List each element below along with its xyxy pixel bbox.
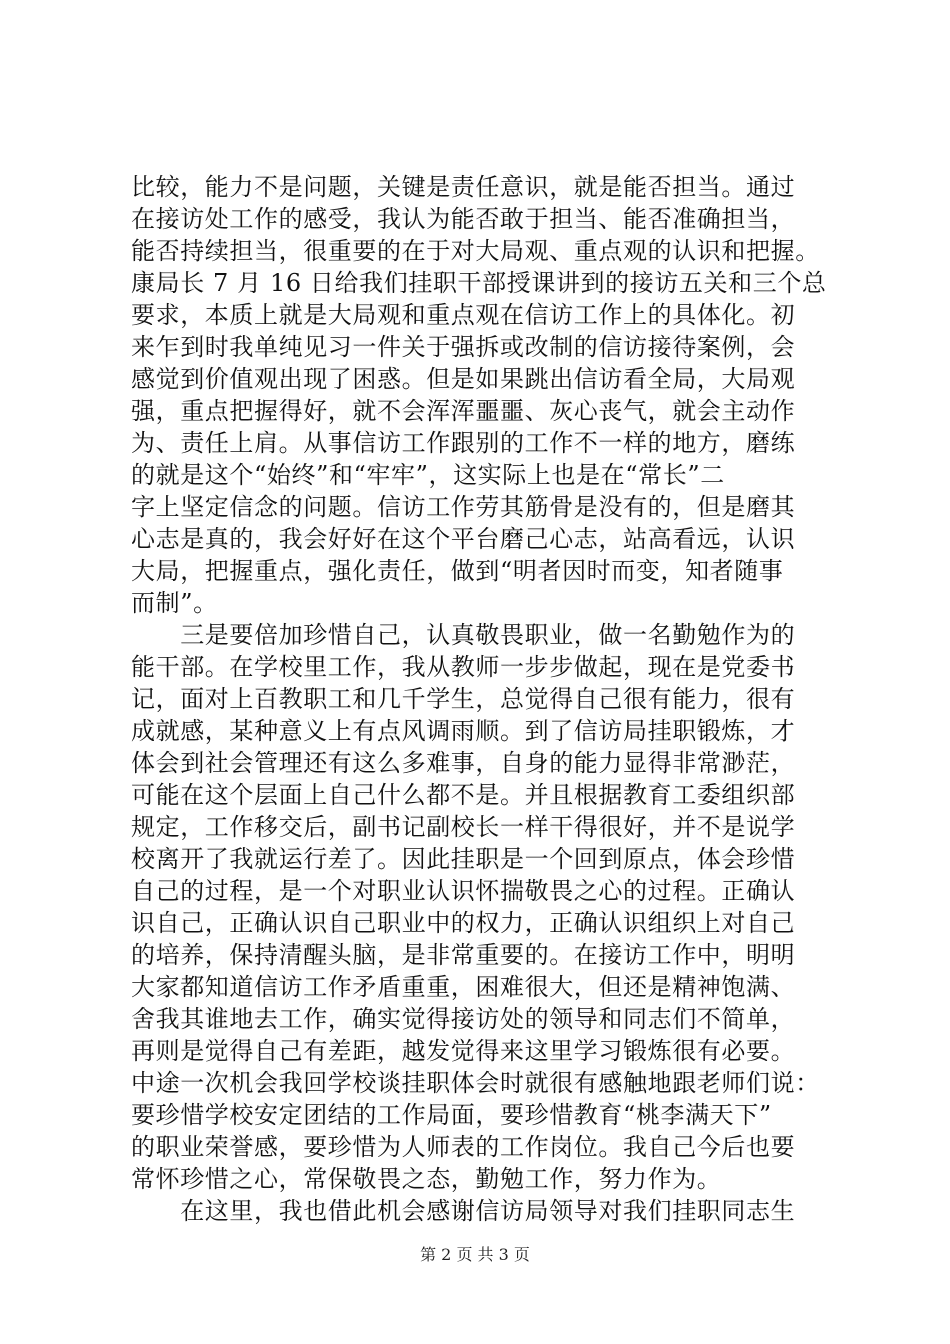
text-line: 在这里，我也借此机会感谢信访局领导对我们挂职同志生 [131, 1197, 796, 1225]
text-line: 康局长 7 月 16 日给我们挂职干部授课讲到的接访五关和三个总 [131, 269, 827, 297]
text-line: 可能在这个层面上自己什么都不是。并且根据教育工委组织部 [131, 781, 796, 809]
text-line: 的职业荣誉感，要珍惜为人师表的工作岗位。我自己今后也要 [131, 1133, 796, 1161]
text-line: 能否持续担当，很重要的在于对大局观、重点观的认识和把握。 [131, 237, 820, 265]
page-footer: 第 2 页 共 3 页 [420, 1245, 530, 1264]
text-line: 能干部。在学校里工作，我从教师一步步做起，现在是党委书 [131, 653, 796, 681]
text-line: 大家都知道信访工作矛盾重重，困难很大，但还是精神饱满、 [131, 973, 796, 1001]
text-line: 感觉到价值观出现了困惑。但是如果跳出信访看全局，大局观 [131, 365, 796, 393]
text-line: 三是要倍加珍惜自己，认真敬畏职业，做一名勤勉作为的 [131, 621, 796, 649]
text-line: 字上坚定信念的问题。信访工作劳其筋骨是没有的，但是磨其 [131, 493, 796, 521]
text-line: 舍我其谁地去工作，确实觉得接访处的领导和同志们不简单， [131, 1005, 796, 1033]
text-line: 而制”。 [131, 589, 218, 617]
text-line: 为、责任上肩。从事信访工作跟别的工作不一样的地方，磨练 [131, 429, 796, 457]
text-line: 体会到社会管理还有这么多难事，自身的能力显得非常渺茫， [131, 749, 796, 777]
text-line: 来乍到时我单纯见习一件关于强拆或改制的信访接待案例，会 [131, 333, 796, 361]
text-line: 心志是真的，我会好好在这个平台磨己心志，站高看远，认识 [131, 525, 796, 553]
text-line: 成就感，某种意义上有点风调雨顺。到了信访局挂职锻炼，才 [131, 717, 796, 745]
text-line: 规定，工作移交后，副书记副校长一样干得很好，并不是说学 [131, 813, 796, 841]
text-line: 中途一次机会我回学校谈挂职体会时就很有感触地跟老师们说： [131, 1069, 820, 1097]
text-line: 比较，能力不是问题，关键是责任意识，就是能否担当。通过 [131, 173, 796, 201]
text-line: 识自己，正确认识自己职业中的权力，正确认识组织上对自己 [131, 909, 796, 937]
text-line: 要珍惜学校安定团结的工作局面，要珍惜教育“桃李满天下” [131, 1101, 772, 1129]
text-line: 自己的过程，是一个对职业认识怀揣敬畏之心的过程。正确认 [131, 877, 796, 905]
text-line: 强，重点把握得好，就不会浑浑噩噩、灰心丧气，就会主动作 [131, 397, 796, 425]
text-line: 在接访处工作的感受，我认为能否敢于担当、能否准确担当， [131, 205, 796, 233]
text-line: 常怀珍惜之心，常保敬畏之态，勤勉工作，努力作为。 [131, 1165, 722, 1193]
text-line: 要求，本质上就是大局观和重点观在信访工作上的具体化。初 [131, 301, 796, 329]
text-line: 校离开了我就运行差了。因此挂职是一个回到原点，体会珍惜 [131, 845, 796, 873]
text-line: 的就是这个“始终”和“牢牢”，这实际上也是在“常长”二 [131, 461, 725, 489]
text-line: 再则是觉得自己有差距，越发觉得来这里学习锻炼很有必要。 [131, 1037, 796, 1065]
text-line: 大局，把握重点，强化责任，做到“明者因时而变，知者随事 [131, 557, 784, 585]
text-line: 记，面对上百教职工和几千学生，总觉得自己很有能力，很有 [131, 685, 796, 713]
text-line: 的培养，保持清醒头脑，是非常重要的。在接访工作中，明明 [131, 941, 796, 969]
